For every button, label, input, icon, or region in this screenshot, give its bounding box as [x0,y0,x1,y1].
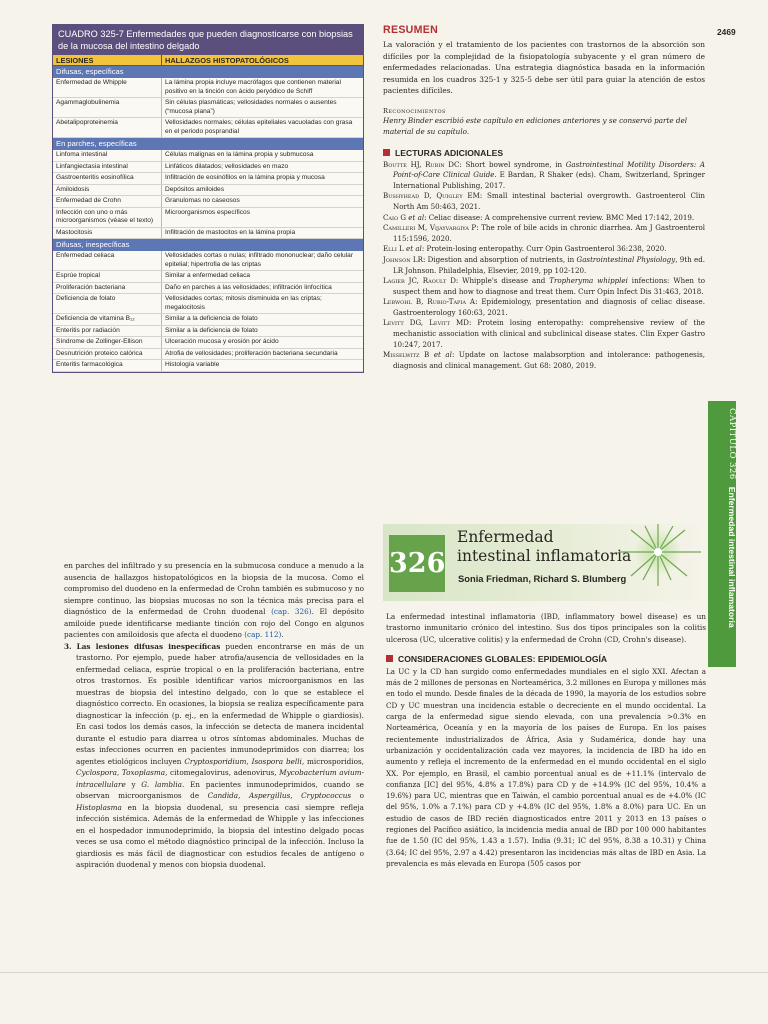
table-row [53,98,363,118]
table-cell-lesion: Enteritis farmacológica [53,360,162,371]
reference-text: : Epidemiology, presentation and diagnosis of celiac disease. Gastroenterology 160:63, 2021. [393,297,705,317]
reference-authors: Lagier JC, Raoult D [383,276,456,286]
table-cell-lesion: Esprúe tropical [53,271,162,282]
reference-text: : Celiac disease: A comprehensive current review. BMC Med 17:142, 2019. [424,212,695,222]
table-row [53,208,363,228]
table-cell-finding: Sin células plasmáticas; vellosidades normales o ausentes (“mucosa plana”) [165,99,337,115]
text-run: . El depósito amiloide puede identificarse mediante tinción con rojo del Congo en algunos pacientes con amiloidosis que afecta el duodeno [64,607,365,639]
text-run: en la biopsia duodenal, su presencia casi siempre refleja infección sistémica. Además de la enfermedad de Whipple y las infecciones en el hospedador inmunodeprimido, la biopsia del intestino delgado pocas veces se usa como el método diagnóstico principal de la infección. Incluso la giardiosis es más fácil de diagnosticar con estudios fecales de antígeno o aspiración duodenal y menos con biopsia duodenal. [76,802,364,869]
table-row [53,337,363,349]
table-row [53,360,363,372]
resumen-text: La valoración y el tratamiento de los pacientes con trastornos de la absorción son difíciles por la complejidad de la fisiopatología subyacente y el gran número de enfermedades relacionadas. Una estrategia diagnóstica basada en la información resumida en los cuadros 325-1 y 325-5 debe ser útil para guiar la atención de estos pacientes difíciles. [383,40,705,96]
table-cell-lesion: Enfermedad de Whipple [53,78,162,97]
reference-authors: Johnson LR [383,254,423,264]
italic-text: Candida, Aspergillus, Cryptococcus [207,791,352,800]
table-cell-lesion: Enteritis por radiación [53,326,162,337]
chapter-title [457,528,631,566]
global-epidemiology-heading [386,654,706,664]
table-cell-finding: Infiltración de mastocitos en la lámina propia [165,228,296,236]
text-run: pueden encontrarse en más de un trastorno. Por ejemplo, puede haber atrofia/ausencia de vellosidades en la enfermedad celiaca, esprúe tropical o en la proliferación bacteriana, entre otros trastornos. Es posible identificar varios microorganismos en las muestras de biopsia del intestino delgado, con lo que se establece el diagnóstico correcto. En ocasiones, la biopsia se realiza específicamente para diagnosticar la infección (p. ej., en la enfermedad de Whipple o giardiosis). En casi todos los demás casos, la infección se detecta de manera incidental durante el estudio para diarrea u otros síntomas abdominales. Muchas de estas infecciones ocurren en pacientes inmunodeprimidos con diarrea; los agentes etiológicos incluyen [76,641,364,766]
reference-authors: Levitt DG, Levitt MD [383,318,469,328]
text-run: citomegalovirus, adenovirus, [167,768,280,777]
table-cell-finding: Células malignas en la lámina propia y submucosa [165,151,314,158]
reference-italic: et al [408,212,425,222]
table-cell-finding: Similar a la deficiencia de folato [165,315,258,322]
reference-item [383,191,705,212]
table-cell-finding: Vellosidades cortas o nulas; infiltrado mononuclear; daño celular epitelial; hipertrofia de las criptas [165,252,354,268]
reference-authors: Misselwitz B [383,350,434,360]
table-cell-finding: Linfáticos dilatados; vellosidades en mazo [165,162,289,170]
table-section-header: Difusas, inespecíficas [53,239,363,251]
table-header-hallazgos: HALLAZGOS HISTOPATOLÓGICOS [165,56,289,65]
chapter-number: 326 [389,535,445,592]
table-cell-finding: Granulomas no caseosos [165,197,240,204]
table-row [53,185,363,197]
reference-item [383,160,705,192]
global-epidemiology-heading-text: CONSIDERACIONES GLOBALES: EPIDEMIOLOGÍA [398,653,608,664]
table-cell-lesion: Enfermedad de Crohn [53,196,162,207]
table-cell-lesion: Amiloidosis [53,185,162,196]
chapter-title-line-1: Enfermedad [457,528,554,546]
table-row [53,162,363,174]
table-row [53,228,363,240]
text-run: . [281,630,284,639]
reference-item [383,276,705,297]
paragraph-continuation [64,560,364,641]
table-section-header: En parches, específicas [53,138,363,150]
table-cell-lesion: Linfangiectasia intestinal [53,162,162,173]
section-square-icon [386,655,393,662]
chapter-title-line-2: intestinal inflamatoria [457,547,632,565]
text-run: En pacientes inmunodeprimidos, cuando se observan microorganismos de [76,779,364,800]
global-epidemiology-text: La UC y la CD han surgido como enfermedades mundiales en el siglo XXI. Afectan a más de 2 millones de personas en Norteamérica, 3.2 millones en Europa y millones más en todo el mundo. Desde finales de la década de 1990, la mayoría de los estudios sobre CD y UC muestran una incidencia estable o decreciente en el mundo occidental. La carga de la enfermedad sigue siendo elevada, con una prevalencia >0.3% en Norteamérica, Oceanía y en la mayoría de los países de Europa. En los países recientemente industrializados de África, Asia y Sudamérica, donde hay una urbanización y occidentalización cada vez mayores, la incidencia de IBD ha ido en aumento y refleja el incremento de la enfermedad en el mundo occidental en el siglo XX. Por ejemplo, en Brasil, el cambio porcentual anual es de +11.1% (intervalo de confianza [IC] del 95%, 4.8% a 17.8%) para CD y de +14.9% (IC del 95%, 10.4% a 19.6%) para UC, mientras que en Taiwán, el cambio porcentual anual es de +4.0% (IC del 95%, 1.0% a 7.1%) para CD y +4.8% (IC del 95%, 1.8% a 8.0%) para UC. En un estudio de casos de IBD recién diagnosticados entre 2011 y 2013 en 13 países o regiones del Pacífico asiático, la incidencia media anual de IBD por 100 000 habitantes fue de 1.50 (IC del 95%, 1.43 a 1.57). India (9.31; IC del 95%, 8.38 a 10.31) y China (3.64; IC del 95%, 2.97 a 4.42) presentaron las incidencias más altas de IBD en Asia. La prevalencia es más elevada en Europa (505 casos por [386,666,706,868]
table-cell-lesion: Enfermedad celiaca [53,251,162,270]
chapter-intro-section [386,611,706,869]
table-cell-finding: La lámina propia incluye macrófagos que contienen material positivo en la tinción con ácido peryódico de Schiff [165,79,341,95]
table-cell-finding: Vellosidades normales; células epiteliales vacuoladas con grasa en el periodo posprandial [165,119,353,135]
reference-italic: et al [433,350,452,360]
reference-text: infections: When to suspect them and how to diagnose and treat them. Curr Opin Infect Dis 31:463, 2018. [393,276,705,296]
table-row [53,294,363,314]
reference-item [383,255,705,276]
text-run: y [125,779,142,789]
table-325-7 [52,24,364,373]
table-cell-finding: Infiltración de eosinófilos en la lámina propia y mucosa [165,174,325,181]
reference-text: : Protein losing enteropathy: comprehensive review of the mechanistic association with clinical and subclinical disease states. Clin Exper Gastro 10:247, 2017. [393,318,705,349]
table-row [53,150,363,162]
reference-text: , 9th ed. LR Johnson. Philadelphia, Elsevier, 2019, pp 102-120. [393,254,705,275]
reference-item [383,350,705,371]
table-cell-finding: Similar a enfermedad celiaca [165,272,251,279]
reference-list [383,160,705,372]
starburst-decoration-icon [611,524,705,601]
table-body [53,66,363,372]
reference-item [383,318,705,350]
table-section-header: Difusas, específicas [53,66,363,78]
table-row [53,78,363,98]
table-row [53,196,363,208]
table-cell-lesion: Proliferación bacteriana [53,283,162,294]
reference-text: : Small intestinal bacterial overgrowth. Gastroenterol Clin North Am 50:463, 2021. [393,191,705,211]
section-square-icon [383,149,390,156]
right-column [383,24,705,371]
reference-authors: Camilleri M, Vijayvargiya P [383,223,477,233]
chapter-side-tab-text [727,408,737,628]
italic-text: G. lamblia. [141,779,185,789]
table-header-lesiones: LESIONES [53,55,162,65]
reference-text: : Protein-losing enteropathy. Curr Opin Gastroenterol 36:238, 2020. [421,244,667,254]
reference-text: : The role of bile acids in chronic diarrhea. Am J Gastroenterol 115:1596, 2020. [393,223,706,243]
lecturas-heading-text: LECTURAS ADICIONALES [395,147,504,158]
page-number: 2469 [717,27,736,37]
reference-authors: Bushyhead D, Quigley EM [383,191,480,201]
chapter-intro-text: La enfermedad intestinal inflamatoria (IBD, inflammatory bowel disease) es un trastorno inmunitario crónico del intestino. Sus dos tipos principales son la colitis ulcerosa (UC, ulcerative colitis) y la enfermedad de Crohn (CD, Crohn's disease). [386,612,706,644]
side-tab-chapter-label: CAPÍTULO 326 [727,408,737,480]
acknowledgments-text: Henry Binder escribió este capítulo en ediciones anteriores y se conservó parte del material de su capítulo. [383,115,688,137]
table-cell-lesion: Síndrome de Zollinger-Ellison [53,337,162,348]
resumen-heading: RESUMEN [383,24,439,36]
reference-text: : Digestion and absorption of nutrients, in [422,254,577,264]
page-bottom-rule [0,972,768,973]
acknowledgments-heading: Reconocimientos [383,106,446,115]
reference-italic: Gastrointestinal Physiology [576,254,676,264]
table-cell-lesion: Agammaglobulinemia [53,98,162,117]
chapter-banner [383,524,705,601]
table-cell-finding: Depósitos amiloides [165,185,225,193]
reference-authors: Elli L [383,244,407,254]
table-cell-finding: Daño en parches a las vellosidades; infiltración linfocítica [165,283,332,291]
italic-text: Mycobacterium avium-intracellulare [76,768,364,789]
table-row [53,271,363,283]
italic-text: Cyclospora, Toxoplasma, [76,768,168,777]
list-number: 3. [64,641,72,651]
table-cell-finding: Ulceración mucosa y erosión por ácido [165,338,279,345]
table-cell-finding: Similar a la deficiencia de folato [165,326,258,334]
table-cell-finding: Microorganismos específicos [165,208,251,216]
reference-italic: Tropheryma whipplei [549,276,628,286]
table-row [53,173,363,185]
table-cell-finding: Atrofia de vellosidades; proliferación bacteriana secundaria [165,349,338,357]
table-title: CUADRO 325-7 Enfermedades que pueden diagnosticarse con biopsias de la mucosa del intestino delgado [53,25,363,55]
reference-authors: Lebwohl B, Rubio-Tapia A [383,297,476,307]
chapter-authors: Sonia Friedman, Richard S. Blumberg [458,573,627,584]
reference-item [383,244,705,255]
reference-item [383,223,705,244]
text-run: microsporidios, [304,756,364,766]
chapter-reference-link[interactable]: (cap. 112) [244,630,282,639]
list-item-3 [64,641,364,871]
reference-authors: Caio G [383,212,409,222]
reference-italic: Gastrointestinal Motility Disorders: A Point-of-Care Clinical Guide [393,159,705,180]
table-header [53,55,363,66]
table-cell-finding: Vellosidades cortas; mitosis disminuida en las criptas; megalocitosis [165,295,322,311]
table-cell-lesion: Linfoma intestinal [53,150,162,161]
list-item-lead: Las lesiones difusas inespecíficas [76,641,221,651]
table-cell-lesion: Deficiencia de vitamina B₁₂ [53,314,162,325]
table-cell-finding: Histología variable [165,361,220,368]
reference-item [383,297,705,318]
reference-italic: et al [406,244,422,254]
table-row [53,326,363,338]
table-cell-lesion: Desnutrición proteico calórica [53,349,162,360]
table-row [53,349,363,361]
table-row [53,118,363,138]
side-tab-title: Enfermedad intestinal inflamatoria [727,486,737,628]
reference-authors: Boutte HJ, Rubin DC [383,159,460,169]
lecturas-heading [383,148,705,158]
table-cell-lesion: Abetalipoproteinemia [53,118,162,137]
reference-text: : Whipple's disease and [455,276,550,286]
reference-item [383,213,705,224]
reference-text: : Update on lactose malabsorption and intolerance: pathogenesis, diagnosis and clinical management. Gut 68: 2080, 2019. [393,350,705,370]
italic-text: Histoplasma [76,802,122,812]
table-row [53,314,363,326]
left-body-text [64,560,364,871]
table-row [53,251,363,271]
table-cell-lesion: Mastocitosis [53,228,162,239]
text-run: en parches del infiltrado y su presencia en la submucosa conduce a menudo a la ausencia de hallazgos histopatológicos en la biopsia de la mucosa. Como el compromiso del duodeno en la enfermedad de Crohn también es submucoso y no siempre continuo, las biopsias mucosas no son la técnica más precisa para el diagnóstico de la enfermedad de Crohn duodenal [64,561,364,616]
table-cell-lesion: Infección con uno o más microorganismos (véase el texto) [53,208,162,227]
table-cell-lesion: Gastroenteritis eosinofílica [53,173,162,184]
reference-text: . E Bardan, R Shaker (eds). Cham, Switzerland, Springer International Publishing, 2017. [393,170,705,190]
reference-text: : Short bowel syndrome, in [459,159,566,169]
table-row [53,283,363,295]
italic-text: Cryptosporidium, Isospora belli, [184,756,305,766]
text-run: o [351,791,365,800]
table-cell-lesion: Deficiencia de folato [53,294,162,313]
chapter-reference-link[interactable]: (cap. 326) [271,607,312,616]
